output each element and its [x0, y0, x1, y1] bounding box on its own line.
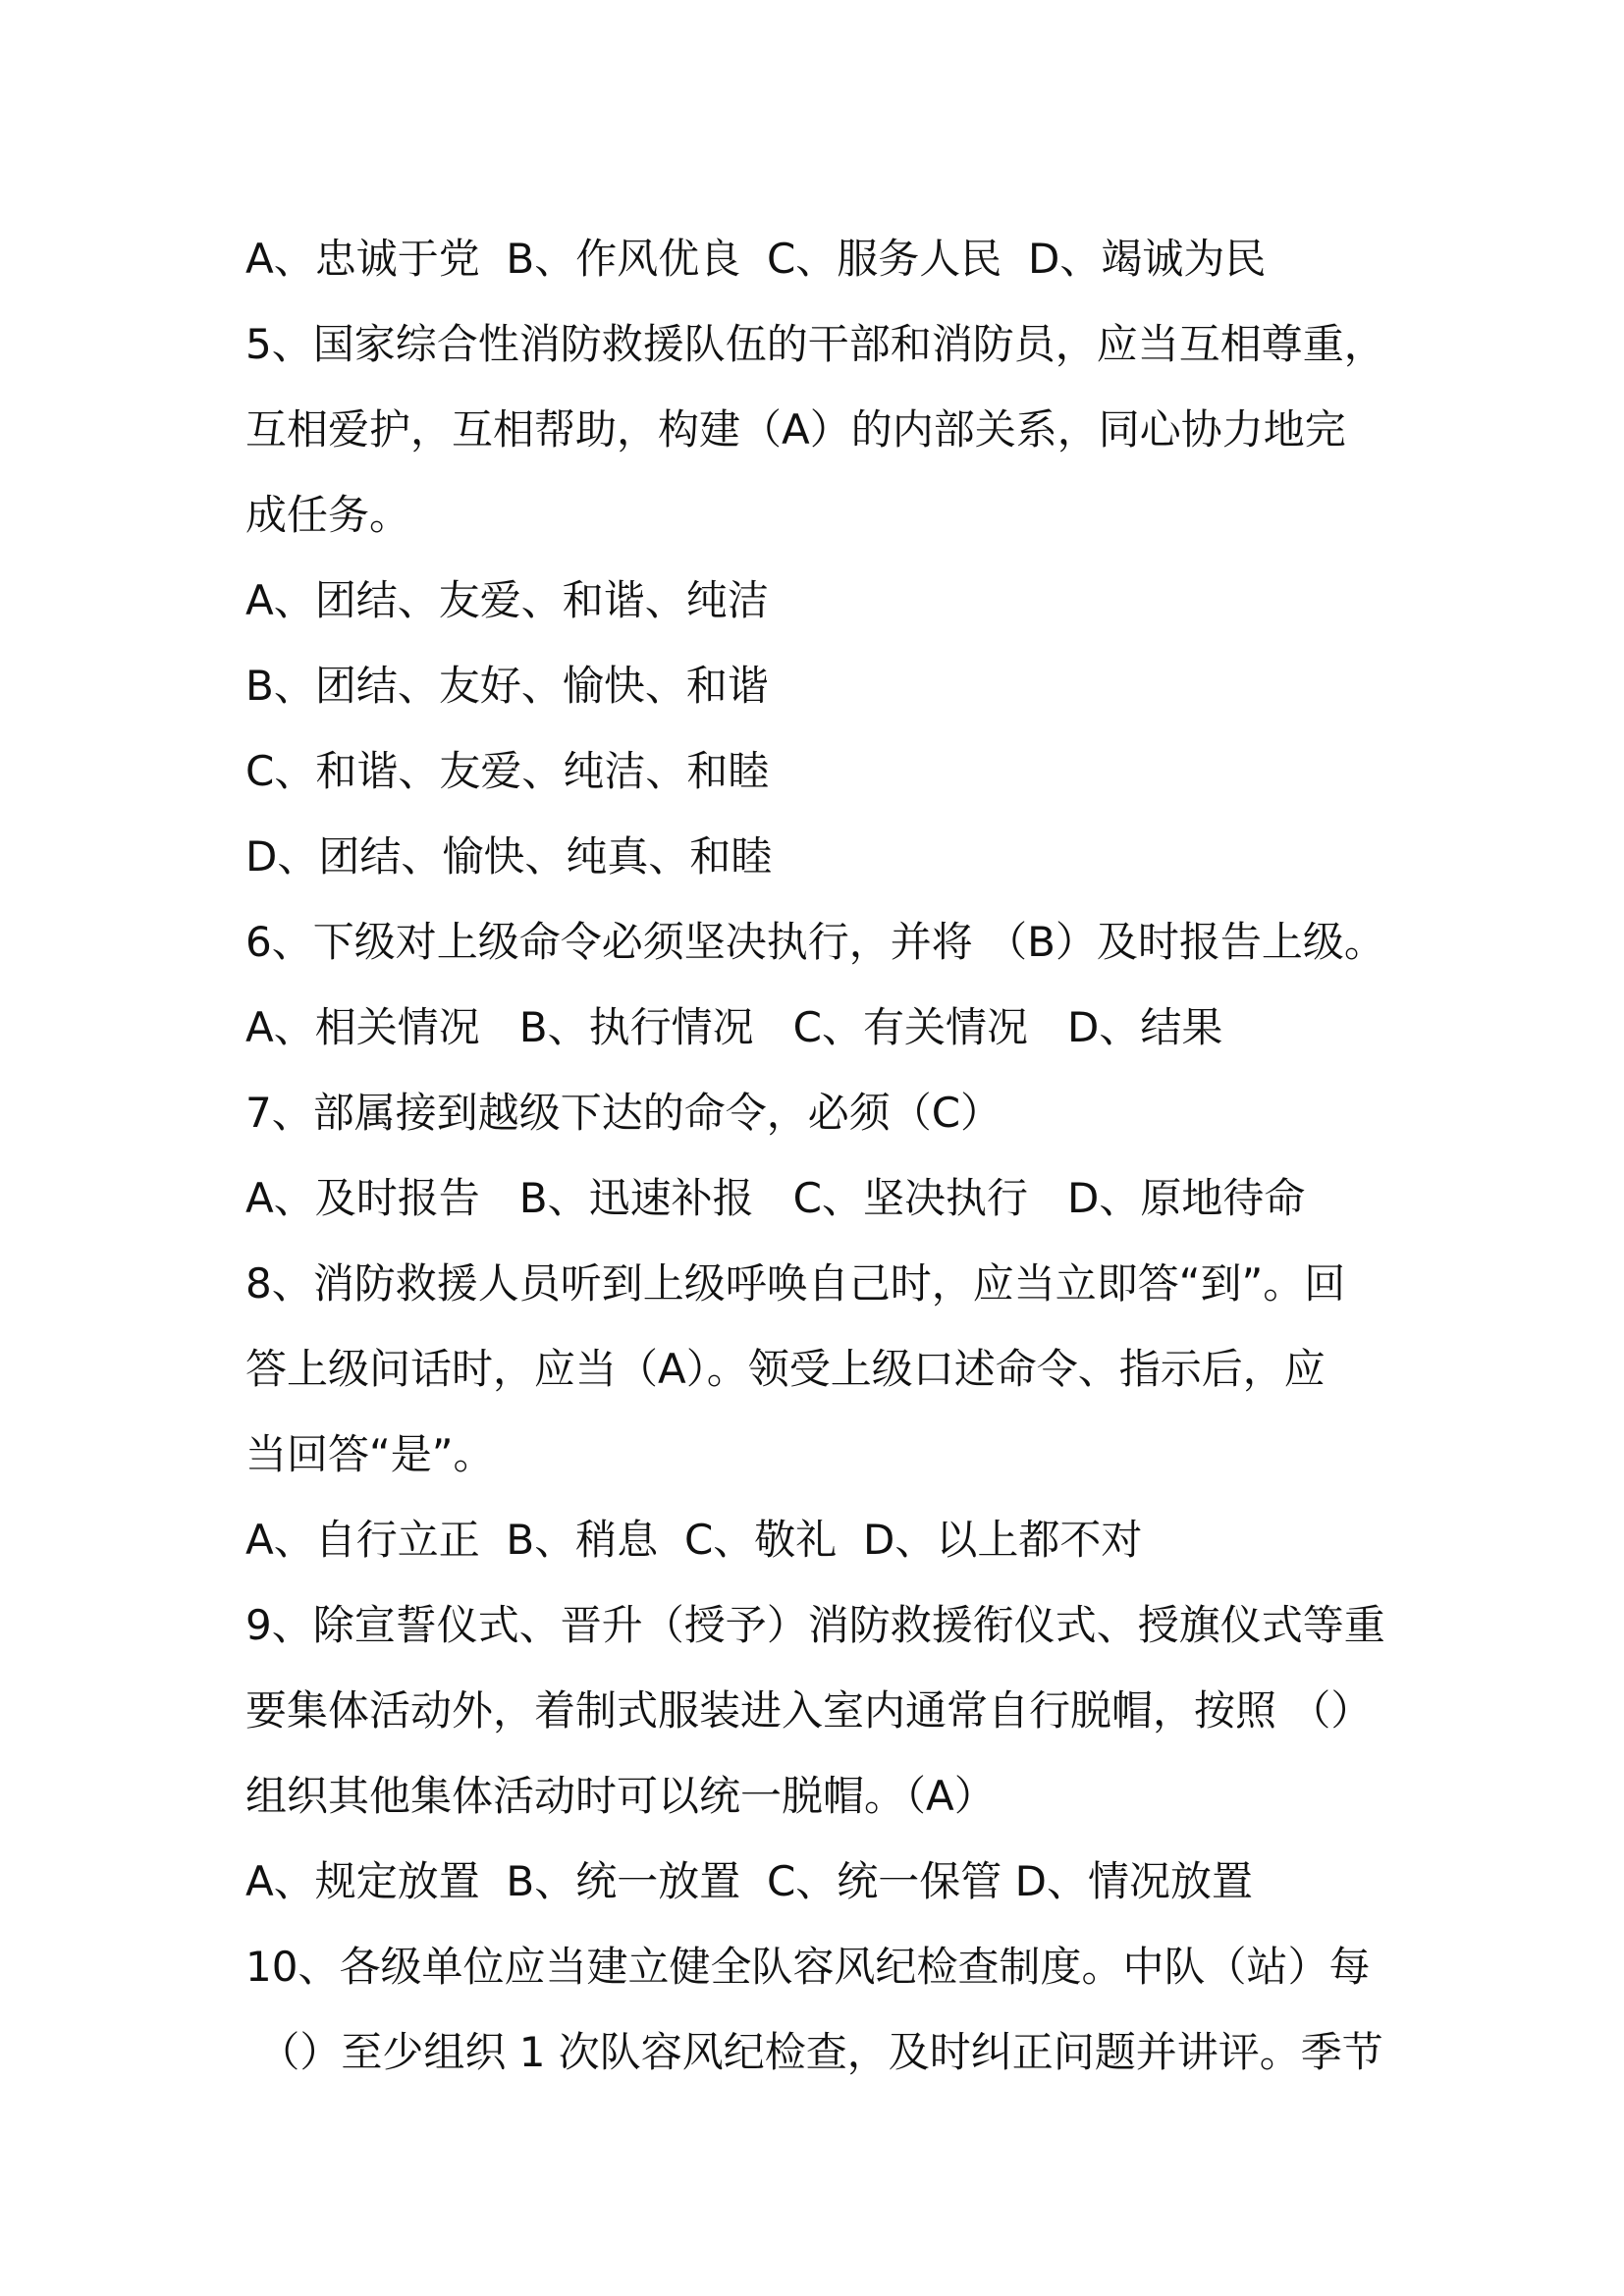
- option-line-q6: A、相关情况 B、执行情况 C、有关情况 D、结果: [245, 1003, 1223, 1051]
- question-8-line-2: 答上级问话时，应当（A）。领受上级口述命令、指示后，应: [245, 1345, 1326, 1393]
- question-10-line-1: 10、各级单位应当建立健全队容风纪检查制度。中队（站）每: [245, 1943, 1371, 1991]
- question-9-line-3: 组织其他集体活动时可以统一脱帽。（A）: [245, 1772, 996, 1820]
- question-5-line-2: 互相爱护，互相帮助，构建（A）的内部关系，同心协力地完: [245, 405, 1346, 454]
- question-6-line-1: 6、下级对上级命令必须坚决执行，并将 （B）及时报告上级。: [245, 918, 1385, 966]
- option-line-q4: A、忠诚于党 B、作风优良 C、服务人民 D、竭诚为民: [245, 235, 1267, 283]
- question-9-line-1: 9、除宣誓仪式、晋升（授予）消防救援衔仪式、授旗仪式等重: [245, 1601, 1385, 1649]
- question-8-line-3: 当回答“是”。: [245, 1430, 495, 1478]
- question-8-line-1: 8、消防救援人员听到上级呼唤自己时，应当立即答“到”。回: [245, 1259, 1346, 1308]
- option-c-q5: C、和谐、友爱、纯洁、和睦: [245, 747, 770, 795]
- option-d-q5: D、团结、愉快、纯真、和睦: [245, 832, 773, 881]
- option-line-q7: A、及时报告 B、迅速补报 C、坚决执行 D、原地待命: [245, 1174, 1306, 1222]
- option-a-q5: A、团结、友爱、和谐、纯洁: [245, 576, 769, 624]
- option-line-q8: A、自行立正 B、稍息 C、敬礼 D、以上都不对: [245, 1516, 1143, 1564]
- question-5-line-1: 5、国家综合性消防救援队伍的干部和消防员，应当互相尊重，: [245, 320, 1385, 368]
- question-10-line-2: （）至少组织 1 次队容风纪检查，及时纠正问题并讲评。季节: [245, 2028, 1383, 2076]
- option-b-q5: B、团结、友好、愉快、和谐: [245, 662, 769, 710]
- question-9-line-2: 要集体活动外，着制式服装进入室内通常自行脱帽，按照 （）: [245, 1686, 1373, 1735]
- option-line-q9: A、规定放置 B、统一放置 C、统一保管 D、情况放置: [245, 1857, 1253, 1905]
- question-7-line-1: 7、部属接到越级下达的命令，必须（C）: [245, 1089, 1002, 1137]
- question-5-line-3: 成任务。: [245, 491, 411, 539]
